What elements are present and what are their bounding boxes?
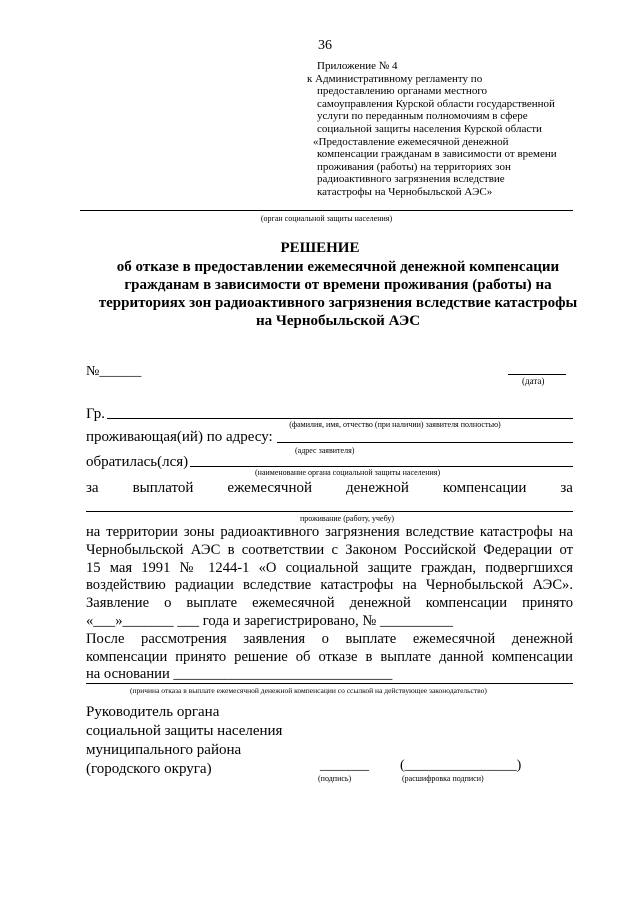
body-line: компенсации принято решение об отказе в выплате данной компенсации [86, 648, 573, 665]
address-label: проживающая(ий) по адресу: [86, 429, 273, 445]
sign-caption: (подпись) [318, 774, 352, 783]
subtitle-line: территориях зон радиоактивного загрязнения вследствие катастрофы [98, 295, 578, 311]
payment-word: за [86, 480, 99, 496]
appendix-line: предоставлению органами местного [317, 85, 488, 98]
signature-line: социальной защиты населения [86, 723, 283, 739]
payment-word: за [560, 480, 573, 496]
subtitle-line: об отказе в предоставлении ежемесячной денежной компенсации [116, 259, 560, 275]
decode-caption: (расшифровка подписи) [402, 774, 484, 783]
body-line: 15 мая 1991 № 1244-1 «О социальной защите граждан, подвергшихся [86, 559, 573, 576]
appendix-line: услуги по переданным полномочиям в сфере [317, 110, 528, 123]
decode-blank: (________________) [400, 758, 522, 773]
residence-line [86, 511, 573, 512]
residence-caption: проживание (работу, учебу) [300, 514, 394, 523]
signature-block [86, 703, 282, 779]
body-line: воздействию радиации вследствие катастрофы на Чернобыльской АЭС». [86, 577, 573, 594]
date-caption: (дата) [522, 376, 545, 386]
signature-line: Руководитель органа [86, 704, 220, 720]
payment-word: ежемесячной [227, 480, 313, 496]
address-caption: (адрес заявителя) [295, 446, 355, 455]
appendix-line: к Административному регламенту по [307, 72, 483, 85]
appendix-line: катастрофы на Чернобыльской АЭС» [317, 185, 493, 198]
document-title: РЕШЕНИЕ [280, 240, 360, 256]
appendix-line: самоуправления Курской области государственной [317, 97, 555, 110]
payment-word: компенсации [442, 480, 527, 496]
applied-line [190, 466, 573, 467]
body-text [86, 524, 573, 684]
applied-caption: (наименование органа социальной защиты населения) [255, 468, 441, 477]
reason-caption: (причина отказа в выплате ежемесячной денежной компенсации со ссылкой на действующее законодательство) [130, 686, 487, 695]
citizen-caption: (фамилия, имя, отчество (при наличии) заявителя полностью) [289, 420, 501, 429]
appendix-block [307, 60, 557, 199]
signature-line: муниципального района [86, 742, 242, 758]
sign-blank: _______ [320, 758, 369, 773]
signature-line: (городского округа) [86, 761, 212, 777]
appendix-line: компенсации гражданам в зависимости от времени [317, 148, 557, 161]
citizen-label: Гр. [86, 406, 105, 422]
applied-label: обратилась(лся) [86, 454, 189, 470]
authority-line [80, 210, 573, 211]
appendix-line: радиоактивного загрязнения вследствие [317, 173, 505, 186]
address-line [277, 442, 573, 443]
body-line: Чернобыльской АЭС в соответствии с Законом Российской Федерации от [86, 541, 573, 558]
body-line: «___»_______ ___ года и зарегистрировано, № __________ [86, 612, 453, 629]
appendix-line: социальной защиты населения Курской области [317, 122, 542, 135]
decision-number: №______ [86, 364, 142, 379]
payment-word: выплатой [132, 480, 194, 496]
reason-line [86, 683, 573, 684]
payment-row [86, 480, 573, 496]
subtitle-line: на Чернобыльской АЭС [255, 313, 421, 329]
date-line [508, 374, 566, 375]
body-line: на основании ______________________________ [86, 666, 393, 683]
body-line: Заявление о выплате ежемесячной денежной компенсации принято [86, 595, 573, 612]
body-line: После рассмотрения заявления о выплате ежемесячной денежной [86, 630, 573, 647]
authority-caption: (орган социальной защиты населения) [260, 214, 393, 223]
appendix-line: «Предоставление ежемесячной денежной [313, 135, 509, 148]
appendix-line: Приложение № 4 [317, 60, 398, 72]
citizen-line [107, 418, 573, 419]
appendix-line: проживания (работы) на территориях зон [317, 160, 511, 173]
body-line: на территории зоны радиоактивного загрязнения вследствие катастрофы на [86, 524, 573, 540]
payment-word: денежной [346, 480, 409, 496]
subtitle-line: гражданам в зависимости от времени проживания (работы) на [124, 277, 552, 293]
page-number: 36 [318, 38, 332, 53]
document-subtitle [88, 258, 588, 330]
